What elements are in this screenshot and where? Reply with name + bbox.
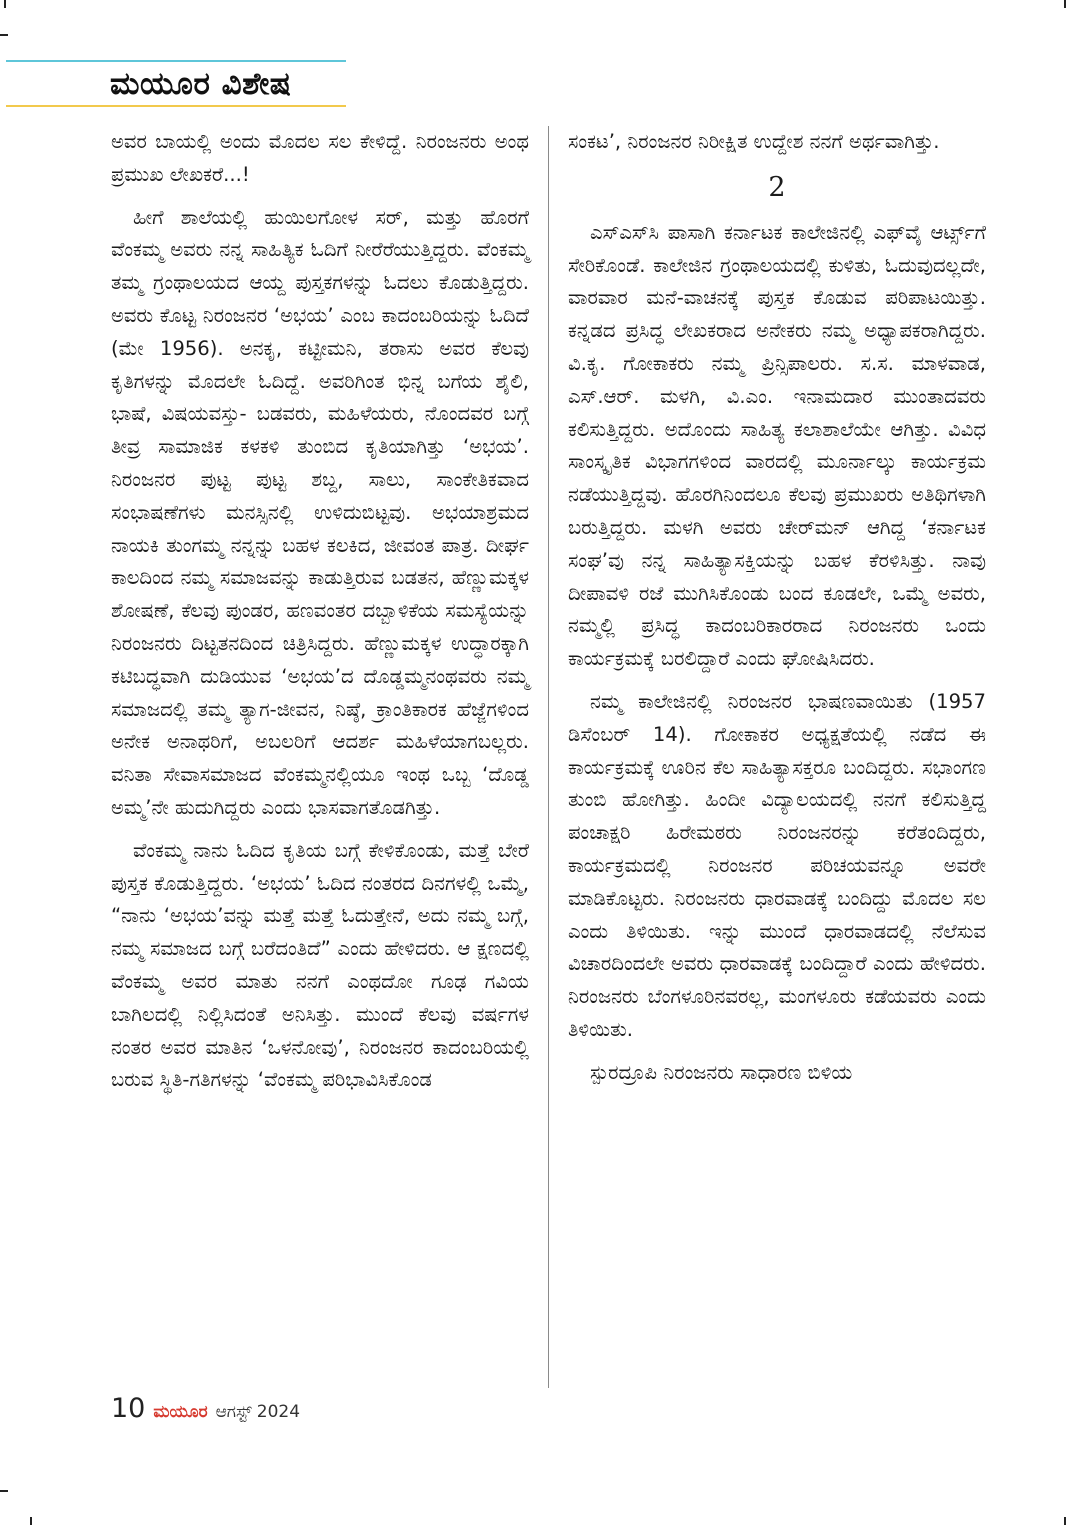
section-number: 2 bbox=[768, 171, 786, 203]
header-bottom-rule bbox=[6, 105, 346, 107]
paragraph: ನಮ್ಮ ಕಾಲೇಜಿನಲ್ಲಿ ನಿರಂಜನರ ಭಾಷಣವಾಯಿತು (1957 ಡಿಸೆಂಬರ್ 14). ಗೋಕಾಕರ ಅಧ್ಯಕ್ಷತೆಯಲ್ಲಿ ನಡೆದ ಈ ಕಾರ್ಯಕ್ರಮಕ್ಕೆ ಊರಿನ ಕೆಲ ಸಾಹಿತ್ಯಾಸಕ್ತರೂ ಬಂದಿದ್ದರು. ಸಭಾಂಗಣ ತುಂಬಿ ಹೋಗಿತ್ತು. ಹಿಂದೀ ವಿದ್ಯಾಲಯದಲ್ಲಿ ನನಗೆ ಕಲಿಸುತ್ತಿದ್ದ ಪಂಚಾಕ್ಷರಿ ಹಿರೇಮಠರು ನಿರಂಜನರನ್ನು ಕರೆತಂದಿದ್ದರು, ಕಾರ್ಯಕ್ರಮದಲ್ಲಿ ನಿರಂಜನರ ಪರಿಚಯವನ್ನೂ ಅವರೇ ಮಾಡಿಕೊಟ್ಟರು. ನಿರಂಜನರು ಧಾರವಾಡಕ್ಕೆ ಬಂದಿದ್ದು ಮೊದಲ ಸಲ ಎಂದು ತಿಳಿಯಿತು. ಇನ್ನು ಮುಂದೆ ಧಾರವಾಡದಲ್ಲಿ ನೆಲೆಸುವ ವಿಚಾರದಿಂದಲೇ ಅವರು ಧಾರವಾಡಕ್ಕೆ ಬಂದಿದ್ದಾರೆ ಎಂದು ಹೇಳಿದರು. ನಿರಂಜನರು ಬೆಂಗಳೂರಿನವರಲ್ಲ, ಮಂಗಳೂರು ಕಡೆಯವರು ಎಂದು ತಿಳಿಯಿತು. bbox=[568, 689, 986, 1041]
section-title: ಮಯೂರ ವಿಶೇಷ bbox=[110, 66, 292, 102]
right-column bbox=[568, 126, 986, 1100]
paragraph: ಎಸ್‌ಎಸ್‌ಸಿ ಪಾಸಾಗಿ ಕರ್ನಾಟಕ ಕಾಲೇಜಿನಲ್ಲಿ ಎಫ್‌ವೈ ಆರ್ಟ್ಸ್‌ಗೆ ಸೇರಿಕೊಂಡೆ. ಕಾಲೇಜಿನ ಗ್ರಂಥಾಲಯದಲ್ಲಿ ಕುಳಿತು, ಓದುವುದಲ್ಲದೇ, ವಾರವಾರ ಮನೆ-ವಾಚನಕ್ಕೆ ಪುಸ್ತಕ ಕೊಡುವ ಪರಿಪಾಟಯಿತ್ತು. ಕನ್ನಡದ ಪ್ರಸಿದ್ಧ ಲೇಖಕರಾದ ಅನೇಕರು ನಮ್ಮ ಅಧ್ಯಾಪಕರಾಗಿದ್ದರು. ವಿ.ಕೃ. ಗೋಕಾಕರು ನಮ್ಮ ಪ್ರಿನ್ಸಿಪಾಲರು. ಸ.ಸ. ಮಾಳವಾಡ, ಎಸ್.ಆರ್. ಮಳಗಿ, ವಿ.ಎಂ. ಇನಾಮದಾರ ಮುಂತಾದವರು ಕಲಿಸುತ್ತಿದ್ದರು. ಅದೊಂದು ಸಾಹಿತ್ಯ ಕಲಾಶಾಲೆಯೇ ಆಗಿತ್ತು. ವಿವಿಧ ಸಾಂಸ್ಕೃತಿಕ ವಿಭಾಗಗಳಿಂದ ವಾರದಲ್ಲಿ ಮೂರ್ನಾಲ್ಕು ಕಾರ್ಯಕ್ರಮ ನಡೆಯುತ್ತಿದ್ದವು. ಹೊರಗಿನಿಂದಲೂ ಕೆಲವು ಪ್ರಮುಖರು ಅತಿಥಿಗಳಾಗಿ ಬರುತ್ತಿದ್ದರು. ಮಳಗಿ ಅವರು ಚೇರ್‌ಮನ್ ಆಗಿದ್ದ ‘ಕರ್ನಾಟಕ ಸಂಘ’ವು ನನ್ನ ಸಾಹಿತ್ಯಾಸಕ್ತಿಯನ್ನು ಬಹಳ ಕೆರಳಿಸಿತ್ತು. ನಾವು ದೀಪಾವಳಿ ರಜೆ ಮುಗಿಸಿಕೊಂಡು ಬಂದ ಕೂಡಲೇ, ಒಮ್ಮೆ ಅವರು, ನಮ್ಮಲ್ಲಿ ಪ್ರಸಿದ್ಧ ಕಾದಂಬರಿಕಾರರಾದ ನಿರಂಜನರು ಒಂದು ಕಾರ್ಯಕ್ರಮಕ್ಕೆ ಬರಲಿದ್ದಾರೆ ಎಂದು ಘೋಷಿಸಿದರು. bbox=[568, 220, 986, 671]
page-number: 10 bbox=[111, 1393, 146, 1424]
crop-mark bbox=[4, 0, 6, 8]
page-footer bbox=[111, 1393, 300, 1429]
paragraph: ಸಂಕಟ’, ನಿರಂಜನರ ನಿರೀಕ್ಷಿತ ಉದ್ದೇಶ ನನಗೆ ಅರ್ಥವಾಗಿತ್ತು. bbox=[568, 130, 940, 153]
paragraph: ಸ್ಪುರದ್ರೂಪಿ ನಿರಂಜನರು ಸಾಧಾರಣ ಬಿಳಿಯ bbox=[590, 1060, 853, 1084]
paragraph: ಅವರ ಬಾಯಲ್ಲಿ ಅಂದು ಮೊದಲ ಸಲ ಕೇಳಿದ್ದೆ. ನಿರಂಜನರು ಅಂಥ ಪ್ರಮುಖ ಲೇಖಕರೆ...! bbox=[111, 130, 529, 186]
column-divider bbox=[548, 126, 549, 1388]
magazine-name: ಮಯೂರ bbox=[153, 1402, 208, 1422]
crop-mark bbox=[0, 1490, 8, 1492]
crop-mark bbox=[0, 34, 8, 36]
crop-mark bbox=[1064, 1517, 1066, 1525]
crop-mark bbox=[1064, 0, 1066, 8]
issue-month: ಆಗಸ್ಟ್ bbox=[215, 1402, 252, 1422]
header-top-rule bbox=[6, 60, 346, 62]
paragraph: ಹೀಗೆ ಶಾಲೆಯಲ್ಲಿ ಹುಯಿಲಗೋಳ ಸರ್, ಮತ್ತು ಹೊರಗೆ ವೆಂಕಮ್ಮ ಅವರು ನನ್ನ ಸಾಹಿತ್ಯಿಕ ಓದಿಗೆ ನೀರೆರೆಯುತ್ತಿದ್ದರು. ವೆಂಕಮ್ಮ ತಮ್ಮ ಗ್ರಂಥಾಲಯದ ಆಯ್ದ ಪುಸ್ತಕಗಳನ್ನು ಓದಲು ಕೊಡುತ್ತಿದ್ದರು. ಅವರು ಕೊಟ್ಟ ನಿರಂಜನರ ‘ಅಭಯ’ ಎಂಬ ಕಾದಂಬರಿಯನ್ನು ಓದಿದೆ (ಮೇ 1956). ಅನಕೃ, ಕಟ್ಟೀಮನಿ, ತರಾಸು ಅವರ ಕೆಲವು ಕೃತಿಗಳನ್ನು ಮೊದಲೇ ಓದಿದ್ದೆ. ಅವರಿಗಿಂತ ಭಿನ್ನ ಬಗೆಯ ಶೈಲಿ, ಭಾಷೆ, ವಿಷಯವಸ್ತು- ಬಡವರು, ಮಹಿಳೆಯರು, ನೊಂದವರ ಬಗ್ಗೆ ತೀವ್ರ ಸಾಮಾಜಿಕ ಕಳಕಳಿ ತುಂಬಿದ ಕೃತಿಯಾಗಿತ್ತು ‘ಅಭಯ’. ನಿರಂಜನರ ಪುಟ್ಟ ಪುಟ್ಟ ಶಬ್ದ, ಸಾಲು, ಸಾಂಕೇತಿಕವಾದ ಸಂಭಾಷಣೆಗಳು ಮನಸ್ಸಿನಲ್ಲಿ ಉಳಿದುಬಿಟ್ಟವು. ಅಭಯಾಶ್ರಮದ ನಾಯಕಿ ತುಂಗಮ್ಮ ನನ್ನನ್ನು ಬಹಳ ಕಲಕಿದ, ಜೀವಂತ ಪಾತ್ರ. ದೀರ್ಘ ಕಾಲದಿಂದ ನಮ್ಮ ಸಮಾಜವನ್ನು ಕಾಡುತ್ತಿರುವ ಬಡತನ, ಹೆಣ್ಣುಮಕ್ಕಳ ಶೋಷಣೆ, ಕೆಲವು ಪುಂಡರ, ಹಣವಂತರ ದಬ್ಬಾಳಿಕೆಯ ಸಮಸ್ಯೆಯನ್ನು ನಿರಂಜನರು ದಿಟ್ಟತನದಿಂದ ಚಿತ್ರಿಸಿದ್ದರು. ಹೆಣ್ಣುಮಕ್ಕಳ ಉದ್ಧಾರಕ್ಕಾಗಿ ಕಟಿಬದ್ಧವಾಗಿ ದುಡಿಯುವ ‘ಅಭಯ’ದ ದೊಡ್ಡಮ್ಮನಂಥವರು ನಮ್ಮ ಸಮಾಜದಲ್ಲಿ ತಮ್ಮ ತ್ಯಾಗ-ಜೀವನ, ನಿಷ್ಠೆ, ಕ್ರಾಂತಿಕಾರಕ ಹೆಜ್ಜೆಗಳಿಂದ ಅನೇಕ ಅನಾಥರಿಗೆ, ಅಬಲರಿಗೆ ಆದರ್ಶ ಮಹಿಳೆಯಾಗಬಲ್ಲರು. ವನಿತಾ ಸೇವಾಸಮಾಜದ ವೆಂಕಮ್ಮನಲ್ಲಿಯೂ ಇಂಥ ಒಬ್ಬ ‘ದೊಡ್ಡ ಅಮ್ಮ’ನೇ ಹುದುಗಿದ್ದರು ಎಂದು ಭಾಸವಾಗತೊಡಗಿತ್ತು. bbox=[111, 205, 529, 819]
left-column bbox=[111, 126, 529, 1107]
crop-mark bbox=[30, 1517, 32, 1525]
paragraph: ವೆಂಕಮ್ಮ ನಾನು ಓದಿದ ಕೃತಿಯ ಬಗ್ಗೆ ಕೇಳಿಕೊಂಡು, ಮತ್ತೆ ಬೇರೆ ಪುಸ್ತಕ ಕೊಡುತ್ತಿದ್ದರು. ‘ಅಭಯ’ ಓದಿದ ನಂತರದ ದಿನಗಳಲ್ಲಿ ಒಮ್ಮೆ, “ನಾನು ‘ಅಭಯ’ವನ್ನು ಮತ್ತೆ ಮತ್ತೆ ಓದುತ್ತೇನೆ, ಅದು ನಮ್ಮ ಬಗ್ಗೆ, ನಮ್ಮ ಸಮಾಜದ ಬಗ್ಗೆ ಬರೆದಂತಿದೆ” ಎಂದು ಹೇಳಿದರು. ಆ ಕ್ಷಣದಲ್ಲಿ ವೆಂಕಮ್ಮ ಅವರ ಮಾತು ನನಗೆ ಎಂಥದೋ ಗೂಢ ಗವಿಯ ಬಾಗಿಲದಲ್ಲಿ ನಿಲ್ಲಿಸಿದಂತೆ ಅನಿಸಿತ್ತು. ಮುಂದೆ ಕೆಲವು ವರ್ಷಗಳ ನಂತರ ಅವರ ಮಾತಿನ ‘ಒಳನೋವು’, ನಿರಂಜನರ ಕಾದಂಬರಿಯಲ್ಲಿ ಬರುವ ಸ್ಥಿತಿ-ಗತಿಗಳನ್ನು ‘ವೆಂಕಮ್ಮ ಪರಿಭಾವಿಸಿಕೊಂಡ bbox=[111, 838, 529, 1092]
issue-year: 2024 bbox=[256, 1402, 301, 1422]
